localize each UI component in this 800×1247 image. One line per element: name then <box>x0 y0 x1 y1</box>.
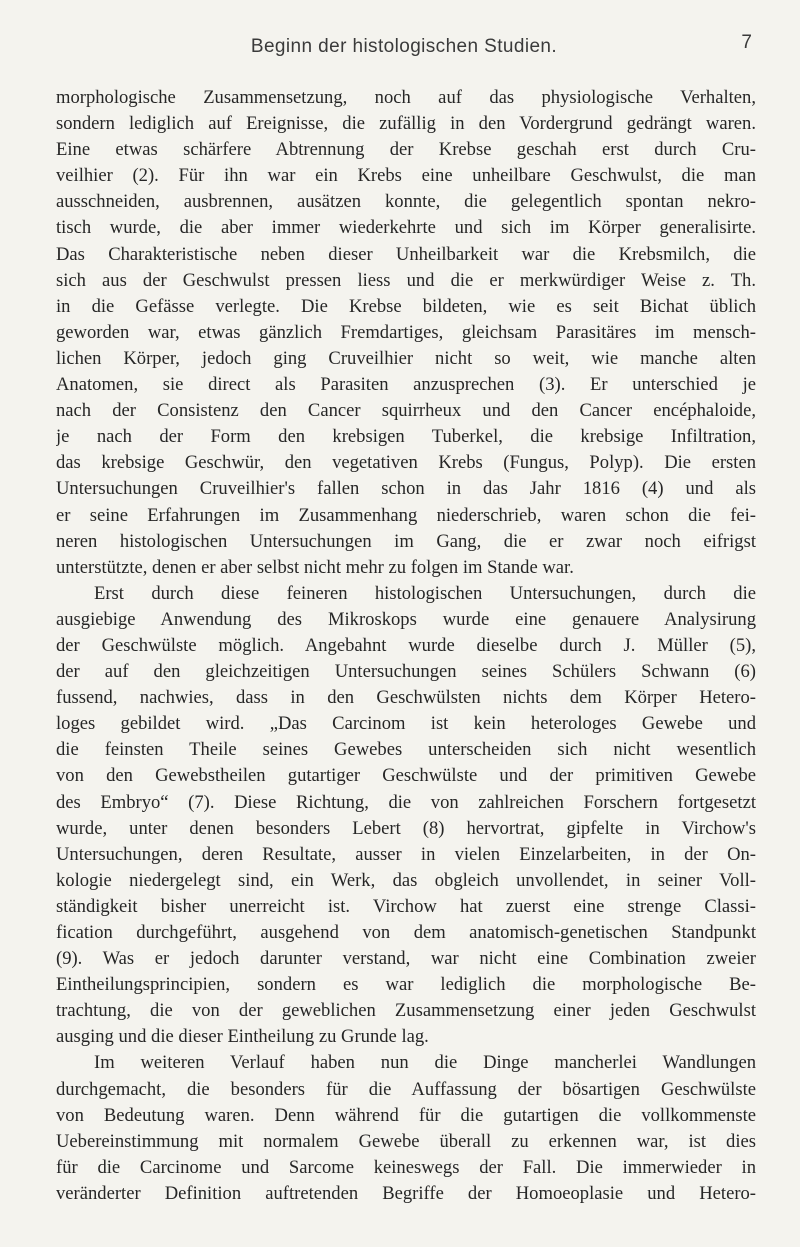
text-line: von den Gewebstheilen gutartiger Geschwülste und der primitiven Gewebe <box>56 765 756 787</box>
text-line: loges gebildet wird. „Das Carcinom ist kein heterologes Gewebe und <box>56 713 756 735</box>
text-line: ausgiebige Anwendung des Mikroskops wurde eine genauere Analysirung <box>56 608 756 630</box>
text-line: sich aus der Geschwulst pressen liess und die er merkwürdiger Weise z. Th. <box>56 269 756 291</box>
text-line: die feinsten Theile seines Gewebes unterscheiden sich nicht wesentlich <box>56 739 756 761</box>
text-line: (9). Was er jedoch darunter verstand, war nicht eine Combination zweier <box>56 948 756 970</box>
text-line: tisch wurde, die aber immer wiederkehrte und sich im Körper generalisirte. <box>56 217 756 239</box>
text-line: Untersuchungen, deren Resultate, ausser in vielen Einzelarbeiten, in der On- <box>56 843 756 865</box>
text-line: unterstützte, denen er aber selbst nicht mehr zu folgen im Stande war. <box>56 556 574 578</box>
text-line: er seine Erfahrungen im Zusammenhang niederschrieb, waren schon die fei- <box>56 504 756 526</box>
text-line: Eintheilungsprincipien, sondern es war lediglich die morphologische Be- <box>56 974 756 996</box>
text-line: veilhier (2). Für ihn war ein Krebs eine unheilbare Geschwulst, die man <box>56 165 756 187</box>
text-line: ausschneiden, ausbrennen, ausätzen konnte, die gelegentlich spontan nekro- <box>56 191 756 213</box>
text-line: von Bedeutung waren. Denn während für die gutartigen die vollkommenste <box>56 1104 756 1126</box>
text-line: geworden war, etwas gänzlich Fremdartiges, gleichsam Parasitäres im mensch- <box>56 321 756 343</box>
text-line: sondern lediglich auf Ereignisse, die zufällig in den Vordergrund gedrängt waren. <box>56 113 756 135</box>
text-line: fication durchgeführt, ausgehend von dem anatomisch-genetischen Standpunkt <box>56 922 756 943</box>
text-line: Untersuchungen Cruveilhier's fallen schon in das Jahr 1816 (4) und als <box>56 478 756 500</box>
text-line: Erst durch diese feineren histologischen Untersuchungen, durch die <box>94 582 756 604</box>
text-line: ausging und die dieser Eintheilung zu Grunde lag. <box>56 1026 429 1048</box>
text-line: je nach der Form den krebsigen Tuberkel, die krebsige Infiltration, <box>56 426 756 448</box>
text-line: das krebsige Geschwür, den vegetativen Krebs (Fungus, Polyp). Die ersten <box>56 452 756 474</box>
text-line: Anatomen, sie direct als Parasiten anzusprechen (3). Er unterschied je <box>56 374 756 396</box>
text-line: der Geschwülste möglich. Angebahnt wurde dieselbe durch J. Müller (5), <box>56 634 756 656</box>
text-line: veränderter Definition auftretenden Begriffe der Homoeoplasie und Hetero- <box>56 1182 756 1204</box>
text-line: neren histologischen Untersuchungen im Gang, die er zwar noch eifrigst <box>56 530 756 552</box>
text-line: morphologische Zusammensetzung, noch auf das physiologische Verhalten, <box>56 87 756 108</box>
text-line: nach der Consistenz den Cancer squirrheux und den Cancer encéphaloide, <box>56 400 756 422</box>
text-line: lichen Körper, jedoch ging Cruveilhier nicht so weit, wie manche alten <box>56 347 756 369</box>
text-line: für die Carcinome und Sarcome keineswegs der Fall. Die immerwieder in <box>56 1156 756 1178</box>
text-line: der auf den gleichzeitigen Untersuchungen seines Schülers Schwann (6) <box>56 661 756 683</box>
page-number: 7 <box>741 32 752 53</box>
text-line: durchgemacht, die besonders für die Auffassung der bösartigen Geschwülste <box>56 1078 756 1100</box>
text-line: fussend, nachwies, dass in den Geschwülsten nichts dem Körper Hetero- <box>56 687 756 709</box>
running-head: Beginn der histologischen Studien. <box>250 36 558 57</box>
text-line: ständigkeit bisher unerreicht ist. Virchow hat zuerst eine strenge Classi- <box>56 895 756 917</box>
text-line: trachtung, die von der geweblichen Zusammensetzung einer jeden Geschwulst <box>56 1000 756 1022</box>
text-line: des Embryo“ (7). Diese Richtung, die von zahlreichen Forschern fortgesetzt <box>56 791 756 813</box>
text-line: in die Gefässe verlegte. Die Krebse bildeten, wie es seit Bichat üblich <box>56 295 756 317</box>
text-line: Im weiteren Verlauf haben nun die Dinge mancherlei Wandlungen <box>94 1052 756 1074</box>
text-line: kologie niedergelegt sind, ein Werk, das obgleich unvollendet, in seiner Voll- <box>56 869 756 891</box>
text-line: wurde, unter denen besonders Lebert (8) hervortrat, gipfelte in Virchow's <box>56 817 756 839</box>
body-text <box>56 85 756 1207</box>
text-line: Das Charakteristische neben dieser Unheilbarkeit war die Krebsmilch, die <box>56 243 756 265</box>
text-line: Eine etwas schärfere Abtrennung der Krebse geschah erst durch Cru- <box>56 139 756 161</box>
text-line: Uebereinstimmung mit normalem Gewebe überall zu erkennen war, ist dies <box>56 1130 756 1152</box>
page-header <box>56 32 752 66</box>
